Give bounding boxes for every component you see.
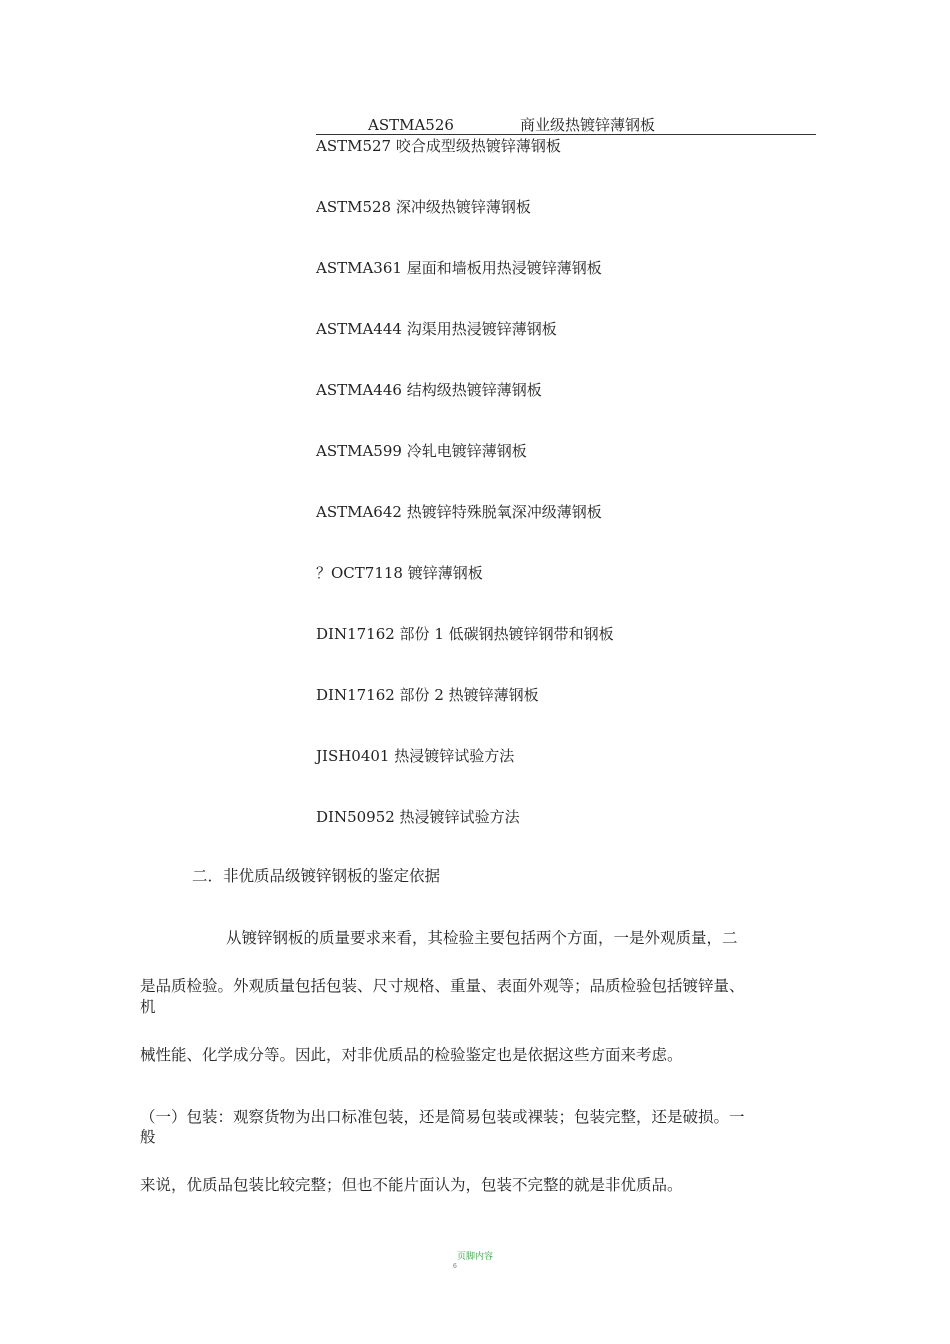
paragraph-line: 械性能、化学成分等。因此，对非优质品的检验鉴定也是依据这些方面来考虑。 [140,1046,683,1064]
list-item: ASTMA444 沟渠用热浸镀锌薄钢板 [316,320,557,338]
header-code: ASTMA526 [368,116,454,134]
paragraph-line: 般 [140,1128,156,1146]
list-item: ASTM528 深冲级热镀锌薄钢板 [316,198,531,216]
footer-mark: 6 [453,1263,457,1270]
paragraph-line: （一）包装：观察货物为出口标准包装，还是简易包装或裸装；包装完整，还是破损。一 [140,1108,745,1126]
header-title: 商业级热镀锌薄钢板 [520,116,656,134]
list-item: DIN17162 部份 1 低碳钢热镀锌钢带和钢板 [316,625,614,643]
list-item: DIN50952 热浸镀锌试验方法 [316,808,520,826]
list-item: ASTM527 咬合成型级热镀锌薄钢板 [316,137,561,155]
paragraph-line: 是品质检验。外观质量包括包装、尺寸规格、重量、表面外观等；品质检验包括镀锌量、 [140,977,745,995]
list-item: ？OCT7118 镀锌薄钢板 [316,564,483,582]
list-item: ASTMA599 冷轧电镀锌薄钢板 [316,442,527,460]
section-title: 二．非优质品级镀锌钢板的鉴定依据 [192,867,441,885]
paragraph-line: 从镀锌钢板的质量要求来看，其检验主要包括两个方面，一是外观质量，二 [226,929,738,947]
list-item: ASTMA642 热镀锌特殊脱氧深冲级薄钢板 [316,503,602,521]
paragraph-line: 来说，优质品包装比较完整；但也不能片面认为，包装不完整的就是非优质品。 [140,1176,683,1194]
standards-list [316,137,614,869]
list-item: DIN17162 部份 2 热镀锌薄钢板 [316,686,539,704]
list-item: JISH0401 热浸镀锌试验方法 [316,747,515,765]
page-footer: 页脚内容 [456,1252,493,1262]
list-item: ASTMA446 结构级热镀锌薄钢板 [316,381,542,399]
list-item: ASTMA361 屋面和墙板用热浸镀锌薄钢板 [316,259,602,277]
paragraph-line: 机 [140,998,156,1016]
header-row [316,116,816,135]
